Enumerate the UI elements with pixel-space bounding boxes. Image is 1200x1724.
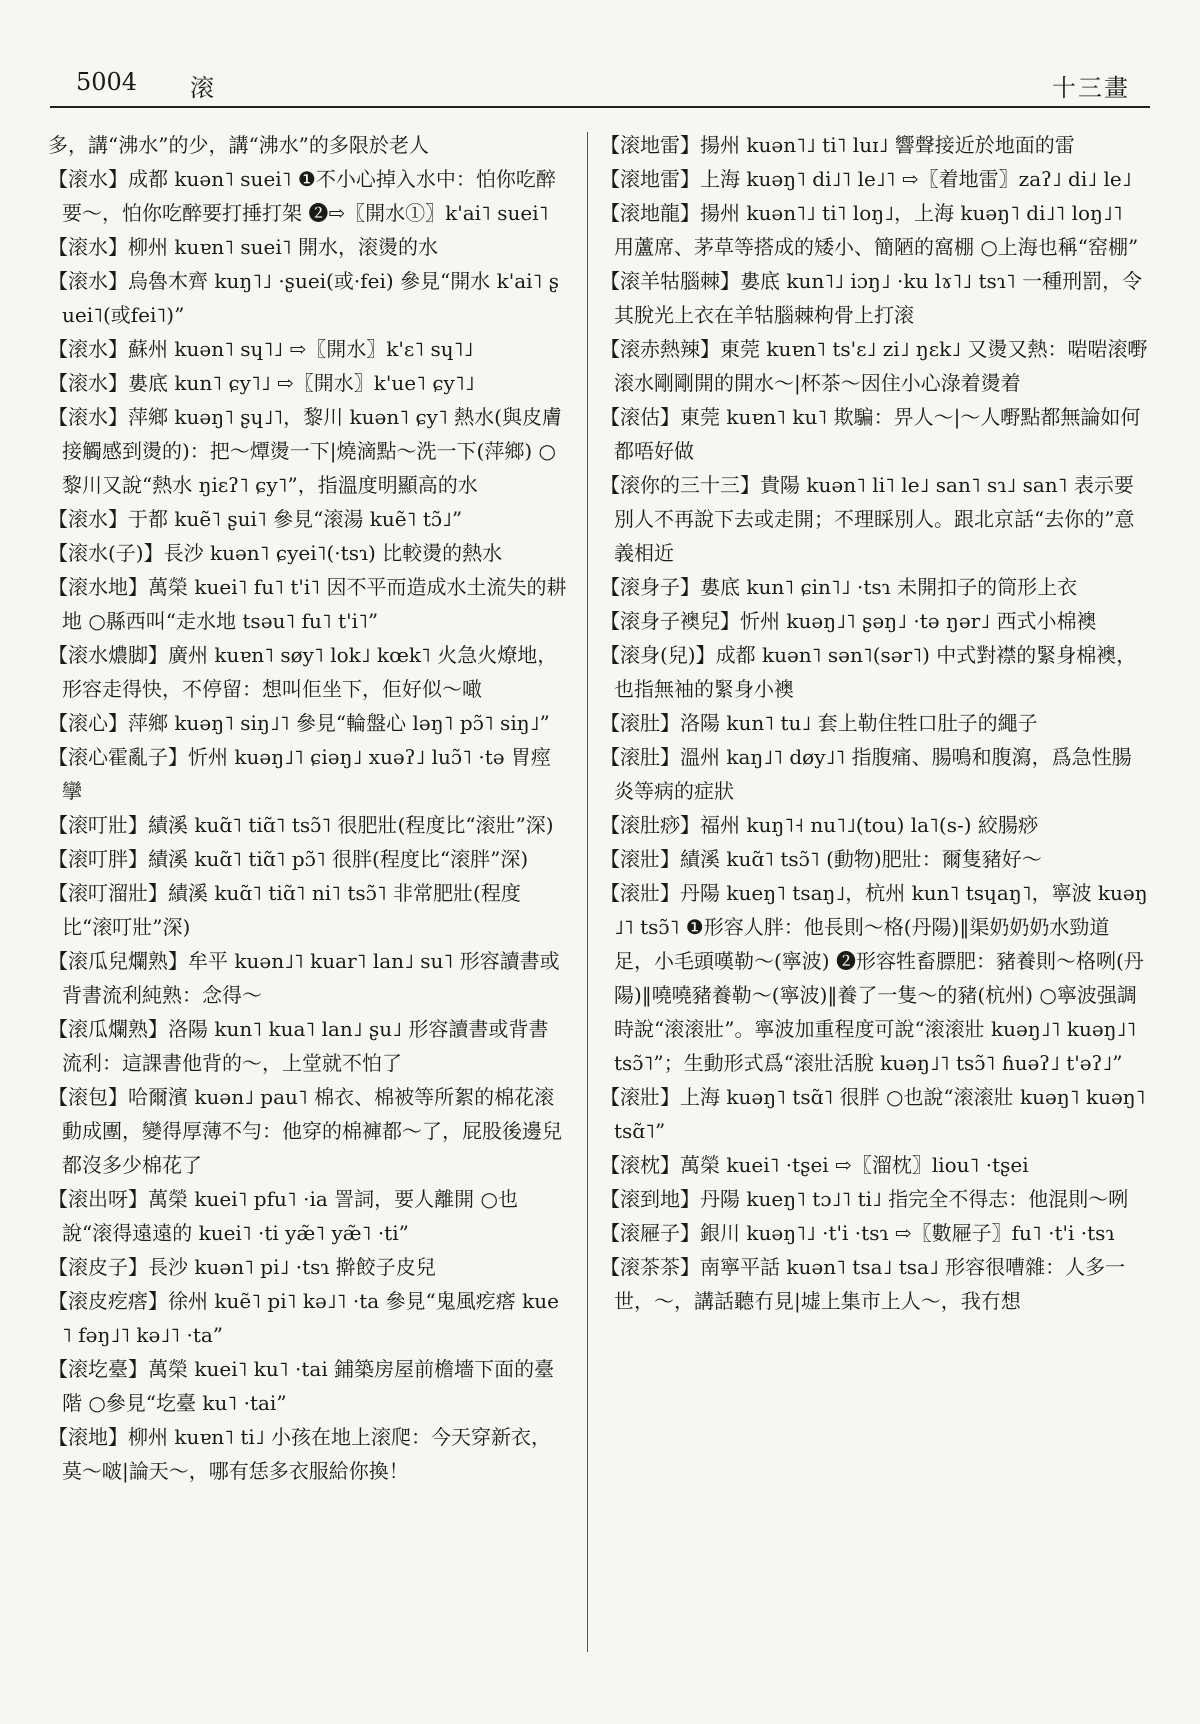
dictionary-entry: 【滚水】萍鄉 kuəŋ˥ ʂɥ˩˥，黎川 kuən˥ ɕy˥ 熱水(與皮膚接觸感到燙的)：把～燂燙一下|燒滴點～洗一下(萍鄉) ○黎川又說“熱水 ŋiɛʔ˥ ɕy˥”，指溫度明顯高的水 bbox=[48, 405, 562, 497]
dictionary-entry: 【滚叮溜壯】績溪 kuɑ̃˥ tiɑ̃˥ ni˥ tsɔ̃˥ 非常肥壯(程度比“滚叮壯”深) bbox=[48, 881, 521, 939]
dictionary-entry: 多，講“沸水”的少，講“沸水”的多限於老人 bbox=[48, 133, 429, 157]
column-divider bbox=[587, 132, 588, 1652]
dictionary-entry: 【滚水】蘇州 kuən˥ sɥ˥˩ ⇨〖開水〗k'ɛ˥ sɥ˥˩ bbox=[48, 337, 474, 361]
stroke-section: 十三畫 bbox=[1052, 74, 1130, 102]
dictionary-entry: 【滚叮壯】績溪 kuɑ̃˥ tiɑ̃˥ tsɔ̃˥ 很肥壯(程度比“滚壯”深) bbox=[48, 813, 554, 837]
dictionary-entry: 【滚皮疙瘩】徐州 kuẽ˥ pi˥ kə˩˥ ·ta 參見“鬼風疙瘩 kue˥ fəŋ˩˥ kə˩˥ ·ta” bbox=[48, 1289, 559, 1347]
dictionary-entry: 【滚壯】上海 kuəŋ˥ tsɑ̃˥ 很胖 ○也說“滚滚壯 kuəŋ˥ kuəŋ˥ tsɑ̃˥” bbox=[600, 1085, 1146, 1143]
right-column bbox=[600, 128, 1148, 1318]
dictionary-entry: 【滚壯】丹陽 kueŋ˥ tsaŋ˩，杭州 kun˥ tsɥaŋ˥，寧波 kuəŋ˩˥ tsɔ̃˥ ❶形容人胖：他長則～格(丹陽)‖渠奶奶奶水勁道足，小毛頭嘆勒～(寧波) ❷形容牲畜膘肥：豬養則～格咧(丹陽)‖嘵嘵豬養勒～(寧波)‖養了一隻～的豬(杭州) ○寧波强調時說“滚滚壯”。寧波加重程度可說“滚滚壯 kuəŋ˩˥ kuəŋ˩˥ tsɔ̃˥”；生動形式爲“滚壯活脫 kuəŋ˩˥ tsɔ̃˥ ɦuəʔ˩ t'əʔ˩” bbox=[600, 881, 1148, 1075]
dictionary-entry: 【滚出呀】萬榮 kuei˥ pfu˥ ·ia 詈詞，要人離開 ○也說“滚得遠遠的 kuei˥ ·ti yæ̃˥ yæ̃˥ ·ti” bbox=[48, 1187, 518, 1245]
dictionary-entry: 【滚瓜爛熟】洛陽 kun˥ kua˥ lan˩ ʂu˩ 形容讀書或背書流利：這課書他背的～，上堂就不怕了 bbox=[48, 1017, 549, 1075]
dictionary-entry: 【滚羊牯腦棘】婁底 kun˥˩ iɔŋ˩ ·ku lɤ˥˩ tsɿ˥ 一種刑罰，令其脫光上衣在羊牯腦棘枸骨上打滚 bbox=[600, 269, 1143, 327]
dictionary-entry: 【滚瓜兒爛熟】牟平 kuən˩˥ kuar˥ lan˩ su˥ 形容讀書或背書流利純熟：念得～ bbox=[48, 949, 560, 1007]
dictionary-entry: 【滚赤熱辣】東莞 kuɐn˥ ts'ɛ˩ zi˩ ŋɛk˩ 又燙又熱：啱啱滚嘢滚水剛剛開的開水～|杯茶～因住小心淥着燙着 bbox=[600, 337, 1148, 395]
dictionary-entry: 【滚茶茶】南寧平話 kuən˥ tsa˩ tsa˩ 形容很嘈雜：人多一世，～，講話聽冇見|墟上集市上人～，我冇想 bbox=[600, 1255, 1126, 1313]
page-header bbox=[50, 66, 1150, 108]
dictionary-entry: 【滚水燶脚】廣州 kuɐn˥ søy˥ lok˩ kœk˥ 火急火燎地，形容走得快，不停留：想叫佢坐下，佢好似～噉 bbox=[48, 643, 558, 701]
dictionary-entry: 【滚地雷】上海 kuəŋ˥ di˩˥ le˩˥ ⇨〖着地雷〗zaʔ˩ di˩ le˩ bbox=[600, 167, 1132, 191]
dictionary-entry: 【滚屜子】銀川 kuəŋ˥˩ ·t'i ·tsɿ ⇨〖數屜子〗fu˥ ·t'i ·tsɿ bbox=[600, 1221, 1115, 1245]
dictionary-entry: 【滚肚痧】福州 kuŋ˥˧ nu˥˩(tou) la˥(s-) 絞腸痧 bbox=[600, 813, 1038, 837]
dictionary-entry: 【滚枕】萬榮 kuei˥ ·tʂei ⇨〖溜枕〗liou˥ ·tʂei bbox=[600, 1153, 1029, 1177]
dictionary-entry: 【滚叮胖】績溪 kuɑ̃˥ tiɑ̃˥ pɔ̃˥ 很胖(程度比“滚胖”深) bbox=[48, 847, 529, 871]
dictionary-entry: 【滚身子】婁底 kun˥ ɕin˥˩ ·tsɿ 未開扣子的筒形上衣 bbox=[600, 575, 1078, 599]
dictionary-entry: 【滚心霍亂子】忻州 kuəŋ˩˥ ɕiəŋ˩ xuəʔ˩ luɔ̃˥ ·tə 胃痙攣 bbox=[48, 745, 551, 803]
dictionary-entry: 【滚地龍】揚州 kuən˥˩ ti˥ loŋ˩，上海 kuəŋ˥ di˩˥ loŋ˩˥ 用蘆席、茅草等搭成的矮小、簡陋的窩棚 ○上海也稱“窑棚” bbox=[600, 201, 1139, 259]
dictionary-entry: 【滚身子襖兒】忻州 kuəŋ˩˥ ʂəŋ˩ ·tə ŋər˩ 西式小棉襖 bbox=[600, 609, 1097, 633]
dictionary-entry: 【滚水】烏魯木齊 kuŋ˥˩ ·ʂuei(或·fei) 參見“開水 k'ai˥ ʂuei˥(或fei˥)” bbox=[48, 269, 560, 327]
dictionary-entry: 【滚地】柳州 kuɐn˥ ti˩ 小孩在地上滚爬：今天穿新衣，莫～啵|論天～，哪有恁多衣服給你換！ bbox=[48, 1425, 552, 1483]
dictionary-entry: 【滚包】哈爾濱 kuən˩ pau˥ 棉衣、棉被等所絮的棉花滚動成團，變得厚薄不勻：他穿的棉褲都～了，屁股後邊兒都沒多少棉花了 bbox=[48, 1085, 562, 1177]
dictionary-entry: 【滚水(子)】長沙 kuən˥ ɕyei˥(·tsɿ) 比較燙的熱水 bbox=[48, 541, 503, 565]
dictionary-entry: 【滚肚】溫州 kaŋ˩˥ døy˩˥ 指腹痛、腸鳴和腹瀉，爲急性腸炎等病的症狀 bbox=[600, 745, 1132, 803]
dictionary-entry: 【滚估】東莞 kuɐn˥ ku˥ 欺騙：畀人～|～人嘢點都無論如何都唔好做 bbox=[600, 405, 1141, 463]
dictionary-entry: 【滚地雷】揚州 kuən˥˩ ti˥ luɪ˩ 響聲接近於地面的雷 bbox=[600, 133, 1075, 157]
dictionary-entry: 【滚你的三十三】貴陽 kuən˥ li˥ le˩ san˥ sɿ˩ san˥ 表示要別人不再說下去或走開；不理睬別人。跟北京話“去你的”意義相近 bbox=[600, 473, 1135, 565]
left-column bbox=[48, 128, 568, 1488]
dictionary-entry: 【滚圪臺】萬榮 kuei˥ ku˥ ·tai 鋪築房屋前檐墻下面的臺階 ○參見“圪臺 ku˥ ·tai” bbox=[48, 1357, 555, 1415]
dictionary-entry: 【滚水地】萬榮 kuei˥ fu˥ t'i˥ 因不平而造成水土流失的耕地 ○縣西叫“走水地 tsəu˥ fu˥ t'i˥” bbox=[48, 575, 567, 633]
dictionary-entry: 【滚到地】丹陽 kueŋ˥ tɔ˩˥ ti˩ 指完全不得志：他混則～咧 bbox=[600, 1187, 1129, 1211]
dictionary-entry: 【滚心】萍鄉 kuəŋ˥ siŋ˩˥ 參見“輪盤心 ləŋ˥ pɔ̃˥ siŋ˩” bbox=[48, 711, 550, 735]
head-character: 滚 bbox=[190, 74, 214, 102]
dictionary-entry: 【滚水】于都 kuẽ˥ ʂui˥ 參見“滚湯 kuẽ˥ tɔ̃˩” bbox=[48, 507, 463, 531]
page-number: 5004 bbox=[76, 68, 138, 96]
dictionary-entry: 【滚水】婁底 kun˥ ɕy˥˩ ⇨〖開水〗k'ue˥ ɕy˥˩ bbox=[48, 371, 475, 395]
dictionary-entry: 【滚水】成都 kuən˥ suei˥ ❶不小心掉入水中：怕你吃醉要～，怕你吃醉要打捶打架 ❷⇨〖開水①〗k'ai˥ suei˥ bbox=[48, 167, 556, 225]
dictionary-entry: 【滚身(兒)】成都 kuən˥ sən˥(sər˥) 中式對襟的緊身棉襖，也指無袖的緊身小襖 bbox=[600, 643, 1137, 701]
dictionary-entry: 【滚皮子】長沙 kuən˥ pi˩ ·tsɿ 擀餃子皮兒 bbox=[48, 1255, 436, 1279]
dictionary-entry: 【滚壯】績溪 kuɑ̃˥ tsɔ̃˥ (動物)肥壯：爾隻豬好～ bbox=[600, 847, 1042, 871]
dictionary-entry: 【滚肚】洛陽 kun˥ tu˩ 套上勒住牲口肚子的繩子 bbox=[600, 711, 1038, 735]
dictionary-entry: 【滚水】柳州 kuɐn˥ suei˥ 開水，滚燙的水 bbox=[48, 235, 438, 259]
